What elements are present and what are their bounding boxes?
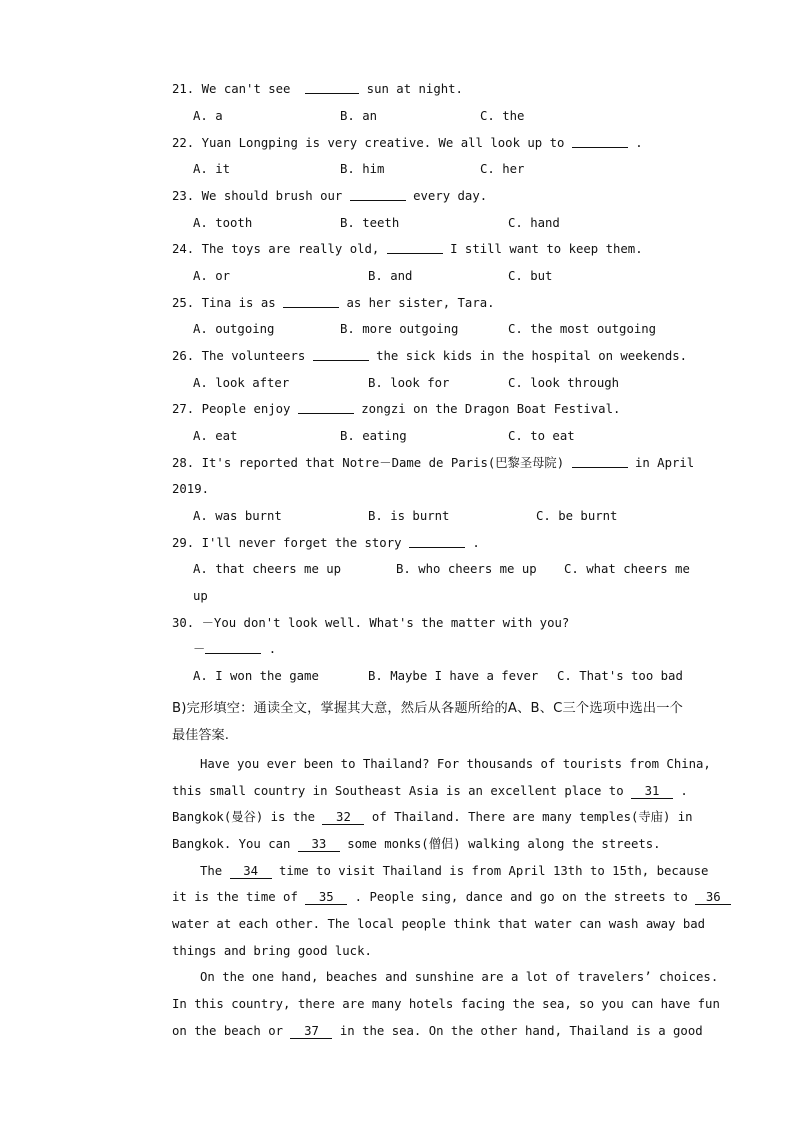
passage-text: The: [200, 864, 230, 878]
question-number: 30.: [172, 616, 195, 630]
question-text: The toys are really old,: [201, 242, 387, 256]
option-c: C. hand: [508, 216, 560, 230]
question-29: [172, 535, 480, 551]
option-a: A. a: [193, 109, 223, 123]
option-a: A. was burnt: [193, 509, 282, 523]
option-b: B. teeth: [340, 216, 400, 230]
option-b: B. Maybe I have a fever: [368, 669, 539, 683]
section-b-instructions-cont: 最佳答案.: [172, 728, 229, 743]
answer-blank: [205, 641, 261, 654]
cloze-blank-34: 34: [230, 864, 272, 879]
option-c: C. the most outgoing: [508, 322, 657, 336]
passage-line: [172, 889, 731, 905]
question-21: [172, 81, 463, 97]
passage-text: time to visit Thailand is from April 13th to 15th, because: [271, 864, 709, 878]
option-c: C. look through: [508, 376, 620, 390]
question-text: the sick kids in the hospital on weekends.: [368, 349, 688, 363]
option-a: A. eat: [193, 429, 238, 443]
option-b: B. more outgoing: [340, 322, 459, 336]
question-number: 27.: [172, 402, 195, 416]
question-text: Yuan Longping is very creative. We all look up to: [201, 136, 572, 150]
passage-text: .: [673, 784, 688, 798]
option-c: C. That's too bad: [557, 669, 683, 683]
passage-line: things and bring good luck.: [172, 944, 372, 958]
option-c: C. her: [480, 162, 525, 176]
answer-blank: [350, 188, 406, 201]
question-text: We can't see: [201, 82, 298, 96]
question-text: every day.: [405, 189, 488, 203]
answer-blank: [409, 535, 465, 548]
question-text: We should brush our: [201, 189, 350, 203]
option-c-continued: up: [193, 589, 208, 603]
question-number: 25.: [172, 296, 195, 310]
passage-text: of Thailand. There are many temples(寺庙) in: [364, 810, 693, 824]
question-number: 26.: [172, 349, 195, 363]
answer-blank: [572, 455, 628, 468]
question-text: .: [261, 642, 277, 656]
option-a: A. outgoing: [193, 322, 275, 336]
cloze-blank-33: 33: [298, 837, 340, 852]
passage-line: [172, 783, 688, 799]
option-a: A. I won the game: [193, 669, 319, 683]
passage-text: in the sea. On the other hand, Thailand is a good: [332, 1024, 703, 1038]
answer-blank: [305, 81, 359, 94]
answer-blank: [313, 348, 369, 361]
option-a: A. that cheers me up: [193, 562, 342, 576]
cloze-blank-36: 36: [695, 890, 731, 905]
question-27: [172, 401, 620, 417]
passage-text: some monks(僧侣) walking along the streets.: [339, 837, 661, 851]
question-28: [172, 455, 694, 471]
answer-blank: [298, 401, 354, 414]
question-number: 24.: [172, 242, 195, 256]
question-30-reply: [193, 641, 276, 657]
option-c: C. be burnt: [536, 509, 618, 523]
option-b: B. is burnt: [368, 509, 450, 523]
option-b: B. look for: [368, 376, 450, 390]
cloze-blank-35: 35: [305, 890, 347, 905]
passage-text: on the beach or: [172, 1024, 291, 1038]
passage-line: [172, 836, 661, 852]
question-28-continued: 2019.: [172, 482, 210, 496]
question-text: .: [627, 136, 643, 150]
passage-text: . People sing, dance and go on the streets to: [347, 890, 696, 904]
question-number: 21.: [172, 82, 195, 96]
option-a: A. look after: [193, 376, 290, 390]
option-a: A. it: [193, 162, 231, 176]
cloze-blank-32: 32: [322, 810, 364, 825]
option-c: C. but: [508, 269, 553, 283]
cloze-blank-31: 31: [631, 784, 673, 799]
option-c: C. what cheers me: [564, 562, 690, 576]
question-number: 22.: [172, 136, 195, 150]
question-text: .: [464, 536, 480, 550]
question-number: 29.: [172, 536, 195, 550]
question-text: zongzi on the Dragon Boat Festival.: [353, 402, 621, 416]
passage-text: this small country in Southeast Asia is an excellent place to: [172, 784, 632, 798]
option-b: B. who cheers me up: [396, 562, 537, 576]
option-b: B. eating: [340, 429, 407, 443]
option-a: A. or: [193, 269, 231, 283]
option-b: B. an: [340, 109, 378, 123]
section-b-instructions: B)完形填空：通读全文，掌握其大意，然后从各题所给的A、B、C三个选项中选出一个: [172, 701, 684, 716]
question-26: [172, 348, 687, 364]
passage-text: it is the time of: [172, 890, 306, 904]
passage-line: water at each other. The local people think that water can wash away bad: [172, 917, 706, 931]
question-text: The volunteers: [201, 349, 313, 363]
passage-text: Bangkok. You can: [172, 837, 298, 851]
option-a: A. tooth: [193, 216, 253, 230]
question-23: [172, 188, 487, 204]
question-text: in April: [627, 456, 695, 470]
passage-text: Bangkok(曼谷) is the: [172, 810, 323, 824]
question-text: I'll never forget the story: [201, 536, 409, 550]
question-text: －You don't look well. What's the matter with you?: [201, 616, 570, 630]
question-number: 28.: [172, 456, 195, 470]
answer-blank: [572, 135, 628, 148]
passage-line: On the one hand, beaches and sunshine are a lot of travelers’ choices.: [200, 970, 719, 984]
question-text: People enjoy: [201, 402, 298, 416]
question-text: Tina is as: [201, 296, 284, 310]
option-b: B. him: [340, 162, 385, 176]
answer-blank: [387, 241, 443, 254]
question-text: I still want to keep them.: [442, 242, 643, 256]
question-text: It's reported that Notre－Dame de Paris(巴黎圣母院): [201, 456, 572, 470]
passage-line: [172, 809, 693, 825]
question-text: as her sister, Tara.: [339, 296, 495, 310]
question-22: [172, 135, 643, 151]
option-b: B. and: [368, 269, 413, 283]
question-25: [172, 295, 495, 311]
passage-line: Have you ever been to Thailand? For thousands of tourists from China,: [200, 757, 711, 771]
question-24: [172, 241, 643, 257]
passage-line: In this country, there are many hotels facing the sea, so you can have fun: [172, 997, 720, 1011]
option-c: C. the: [480, 109, 525, 123]
option-c: C. to eat: [508, 429, 575, 443]
passage-line: [172, 1023, 703, 1039]
question-text: sun at night.: [359, 82, 463, 96]
question-30: [172, 615, 569, 631]
cloze-blank-37: 37: [290, 1024, 332, 1039]
question-number: 23.: [172, 189, 195, 203]
dash-text: －: [193, 642, 206, 656]
answer-blank: [283, 295, 339, 308]
passage-line: [200, 863, 708, 879]
